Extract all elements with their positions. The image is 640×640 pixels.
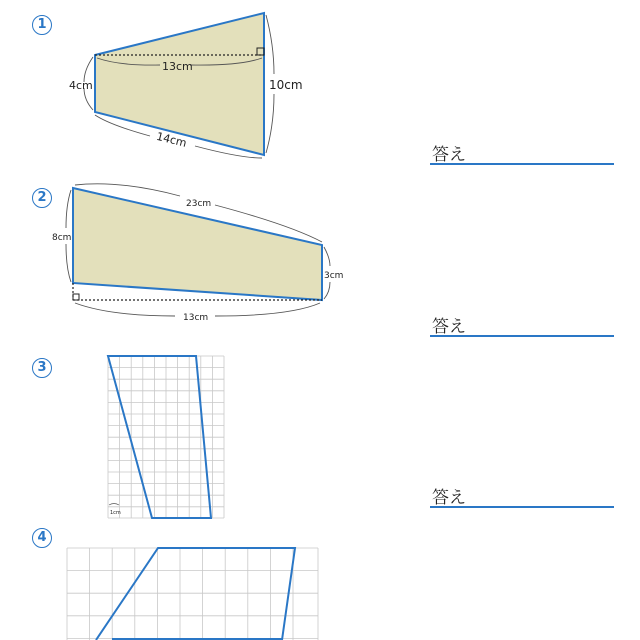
figure-4-trapezoid: [96, 548, 295, 640]
figure-2-label-right: 3cm: [324, 271, 344, 281]
figure-2: [52, 184, 343, 323]
figure-3: [108, 356, 224, 518]
figure-3-unit-brace: [109, 504, 119, 506]
figure-3-grid: [108, 356, 224, 518]
figure-1-trapezoid: [95, 13, 264, 155]
problem-number-1: 1: [32, 15, 52, 35]
problem-number-3: 3: [32, 358, 52, 378]
figure-1-label-bottom: 14cm: [154, 129, 188, 150]
figure-1-label-left: 4cm: [69, 79, 93, 92]
figure-3-unit-label: 1cm: [110, 510, 121, 516]
figure-2-label-left: 8cm: [52, 233, 72, 243]
figure-4: [67, 548, 318, 640]
figure-1-label-top: 13cm: [162, 60, 193, 73]
figure-1-label-right: 10cm: [269, 78, 303, 92]
problem-number-4: 4: [32, 528, 52, 548]
figure-2-label-bottom: 13cm: [183, 313, 209, 323]
figure-2-right-angle: [73, 294, 79, 300]
figure-1: [69, 13, 303, 158]
problem-number-2: 2: [32, 188, 52, 208]
figure-2-label-top: 23cm: [186, 199, 212, 209]
answer-label-1: 答え: [432, 145, 466, 165]
answer-label-2: 答え: [432, 317, 466, 337]
answer-label-3: 答え: [432, 488, 466, 508]
